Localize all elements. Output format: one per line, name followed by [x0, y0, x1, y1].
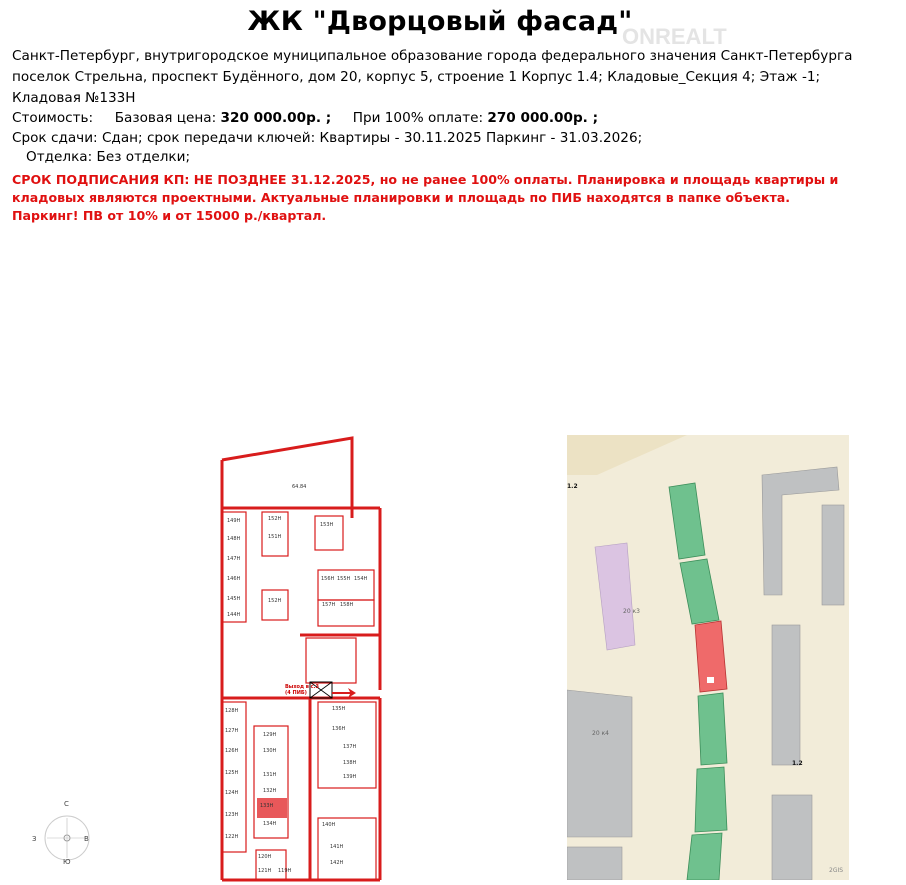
watermark-logo: ONREALT [622, 24, 727, 49]
unit-name: Кладовая №133Н [12, 90, 136, 106]
svg-text:120Н: 120Н [258, 854, 272, 860]
svg-text:152Н: 152Н [268, 598, 282, 604]
svg-text:153Н: 153Н [320, 522, 334, 528]
compass-north: С [64, 800, 69, 808]
svg-text:145Н: 145Н [227, 596, 241, 602]
svg-text:128Н: 128Н [225, 708, 239, 714]
compass-south: Ю [63, 858, 71, 866]
full-price-value: 270 000.00р. ; [487, 110, 599, 126]
svg-text:122Н: 122Н [225, 834, 239, 840]
delivery-text: Срок сдачи: Сдан; срок передачи ключей: Квартиры - 30.11.2025 Паркинг - 31.03.2026; [12, 130, 643, 146]
svg-text:133Н: 133Н [260, 803, 274, 809]
notice-line-3: Паркинг! ПВ от 10% и от 15000 р./квартал. [12, 208, 327, 223]
svg-text:129Н: 129Н [263, 732, 277, 738]
svg-text:131Н: 131Н [263, 772, 277, 778]
svg-text:158Н: 158Н [340, 602, 354, 608]
svg-text:134Н: 134Н [263, 821, 277, 827]
svg-text:151Н: 151Н [268, 534, 282, 540]
svg-text:121Н: 121Н [258, 868, 272, 874]
svg-text:142Н: 142Н [330, 860, 344, 866]
svg-text:155Н: 155Н [337, 576, 351, 582]
base-price-value: 320 000.00р. ; [220, 110, 332, 126]
svg-text:119Н: 119Н [278, 868, 292, 874]
map-label-b: 1.2 [792, 760, 803, 767]
svg-text:147Н: 147Н [227, 556, 241, 562]
svg-text:146Н: 146Н [227, 576, 241, 582]
svg-text:124Н: 124Н [225, 790, 239, 796]
notice-line-1: СРОК ПОДПИСАНИЯ КП: НЕ ПОЗДНЕЕ 31.12.2025, но не ранее 100% оплаты. Планировка и площадь квартиры и [12, 172, 839, 187]
svg-text:148Н: 148Н [227, 536, 241, 542]
svg-text:135Н: 135Н [332, 706, 346, 712]
compass-west: З [32, 835, 37, 843]
svg-text:140Н: 140Н [322, 822, 336, 828]
svg-text:132Н: 132Н [263, 788, 277, 794]
svg-text:136Н: 136Н [332, 726, 346, 732]
address-line-2: поселок Стрельна, проспект Будённого, дом 20, корпус 5, строение 1 Корпус 1.4; Кладовые_Секция 4; Этаж -1; [12, 69, 821, 85]
finish-text: Отделка: Без отделки; [26, 149, 191, 165]
address-line-1: Санкт-Петербург, внутригородское муниципальное образование города федерального значения Санкт-Петербурга [12, 48, 853, 64]
svg-text:64.84: 64.84 [292, 484, 307, 490]
map-label-a: 1.2 [567, 483, 578, 490]
svg-text:139Н: 139Н [343, 774, 357, 780]
compass-icon [32, 798, 102, 868]
svg-text:123Н: 123Н [225, 812, 239, 818]
svg-text:156Н: 156Н [321, 576, 335, 582]
svg-text:152Н: 152Н [268, 516, 282, 522]
svg-text:125Н: 125Н [225, 770, 239, 776]
svg-text:130Н: 130Н [263, 748, 277, 754]
svg-text:126Н: 126Н [225, 748, 239, 754]
price-label: Стоимость: [12, 110, 94, 126]
svg-text:Выход в с.3: Выход в с.3 [285, 684, 320, 690]
svg-text:154Н: 154Н [354, 576, 368, 582]
svg-text:141Н: 141Н [330, 844, 344, 850]
svg-text:127Н: 127Н [225, 728, 239, 734]
svg-text:138Н: 138Н [343, 760, 357, 766]
svg-text:144Н: 144Н [227, 612, 241, 618]
map-provider: 2GIS [829, 867, 844, 874]
price-row [12, 109, 598, 127]
compass-east: В [84, 835, 89, 843]
notice-line-2: кладовых являются проектными. Актуальные планировки и площадь по ПИБ находятся в папке объекта. [12, 190, 791, 205]
svg-text:(4 ПИБ): (4 ПИБ) [285, 690, 307, 696]
map-label-c: 20 к3 [623, 608, 640, 615]
page-title: ЖК "Дворцовый фасад" [247, 6, 633, 37]
base-price-label: Базовая цена: [114, 110, 217, 126]
svg-text:149Н: 149Н [227, 518, 241, 524]
location-map [567, 435, 849, 880]
map-label-d: 20 к4 [592, 730, 609, 737]
floor-plan [210, 430, 410, 882]
svg-text:157Н: 157Н [322, 602, 336, 608]
full-price-label: При 100% оплате: [352, 110, 484, 126]
svg-text:137Н: 137Н [343, 744, 357, 750]
